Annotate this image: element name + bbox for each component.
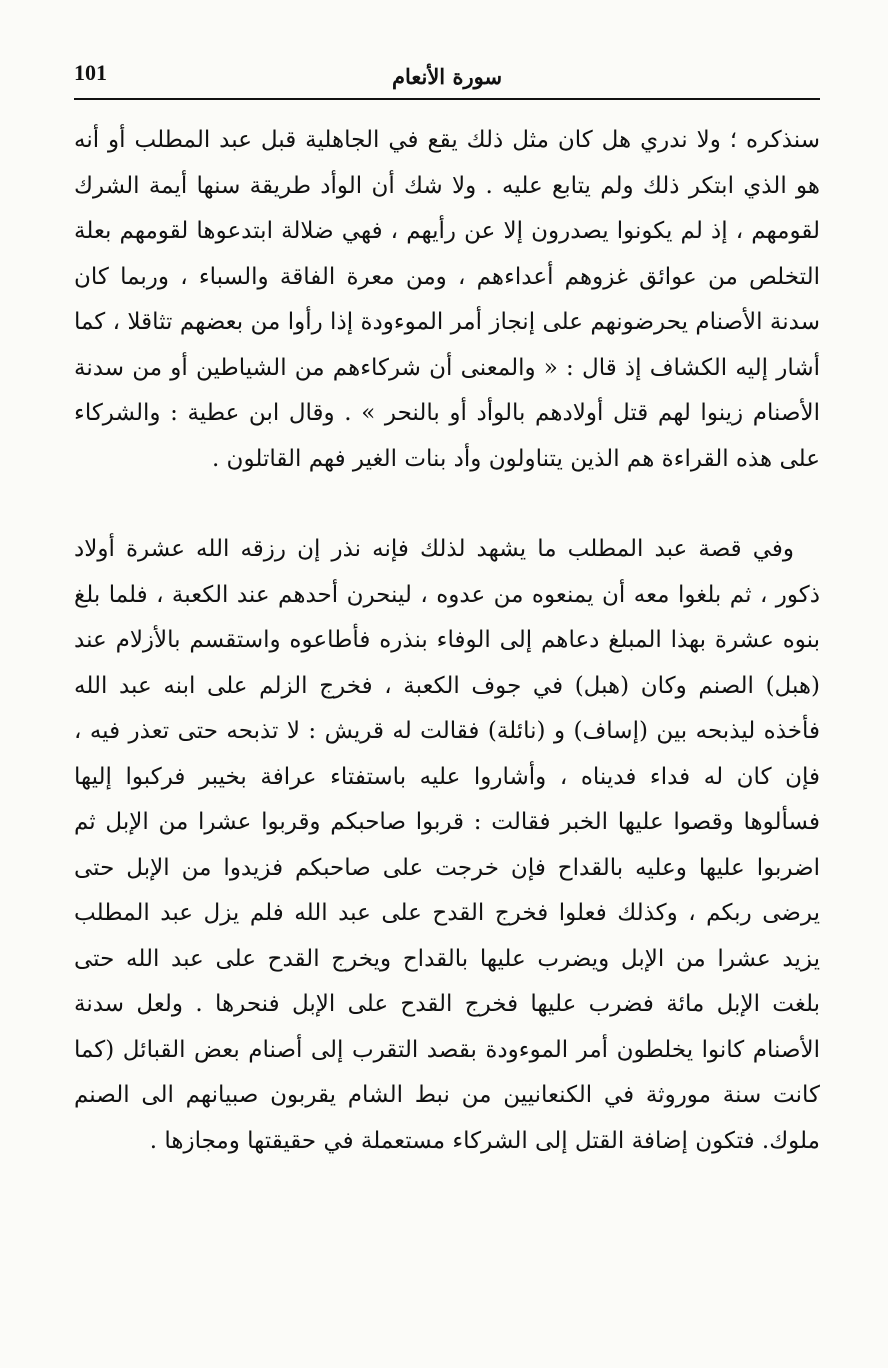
page-number: 101 xyxy=(74,60,107,85)
paragraph-2: وفي قصة عبد المطلب ما يشهد لذلك فإنه نذر إن رزقه الله عشرة أولاد ذكور ، ثم بلغوا معه أن يمنعوه من عدوه ، لينحرن أحدهم عند الكعبة ، فلما بلغ بنوه عشرة بهذا المبلغ دعاهم إلى الوفاء بنذره فأطاعوه واستقسم بالأزلام عند (هبل) الصنم وكان (هبل) في جوف الكعبة ، فخرج الزلم على ابنه عبد الله فأخذه ليذبحه بين (إساف) و (نائلة) فقالت له قريش : لا تذبحه حتى تعذر فيه ، فإن كان له فداء فديناه ، وأشاروا عليه باستفتاء عرافة بخيبر فركبوا إليها فسألوها وقصوا عليها الخبر فقالت : قربوا صاحبكم وقربوا عشرا من الإبل ثم اضربوا عليها وعليه بالقداح فإن خرجت على صاحبكم فزيدوا من الإبل حتى يرضى ربكم ، وكذلك فعلوا فخرج القدح على عبد الله فلم يزل عبد المطلب يزيد عشرا من الإبل ويضرب عليها بالقداح ويخرج القدح على عبد الله حتى بلغت الإبل مائة فضرب عليها فخرج القدح على الإبل فنحرها . ولعل سدنة الأصنام كانوا يخلطون أمر الموءودة بقصد التقرب إلى أصنام بعض القبائل (كما كانت سنة موروثة في الكنعانيين من نبط الشام يقربون صبيانهم الى الصنم ملوك. فتكون إضافة القتل إلى الشركاء مستعملة في حقيقتها ومجازها . xyxy=(74,536,820,1154)
running-title: سورة الأنعام xyxy=(391,64,503,89)
page-header xyxy=(74,58,820,100)
body-text xyxy=(74,118,820,1164)
paragraph-1: سنذكره ؛ ولا ندري هل كان مثل ذلك يقع في الجاهلية قبل عبد المطلب أو أنه هو الذي ابتكر ذلك ولم يتابع عليه . ولا شك أن الوأد طريقة سنها أيمة الشرك لقومهم ، إذ لم يكونوا يصدرون إلا عن رأيهم ، فهي ضلالة ابتدعوها لقومهم بعلة التخلص من عوائق غزوهم أعداءهم ، ومن معرة الفاقة والسباء ، وربما كان سدنة الأصنام يحرضونهم على إنجاز أمر الموءودة إذا رأوا من بعضهم تثاقلا ، كما أشار إليه الكشاف إذ قال : « والمعنى أن شركاءهم من الشياطين أو من سدنة الأصنام زينوا لهم قتل أولادهم بالوأد أو بالنحر » . وقال ابن عطية : والشركاء على هذه القراءة هم الذين يتناولون وأد بنات الغير فهم القاتلون . xyxy=(74,127,820,472)
